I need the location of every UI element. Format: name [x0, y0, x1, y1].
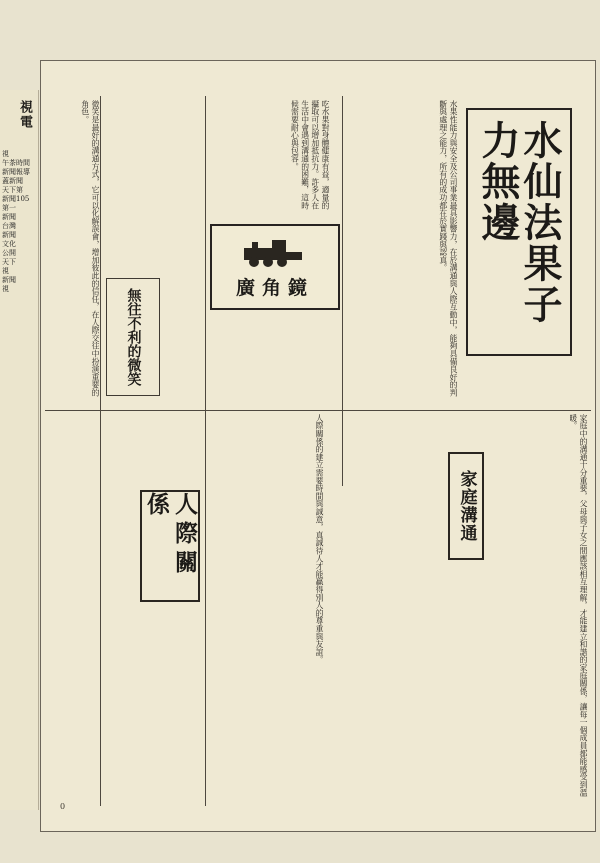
family-box: [448, 452, 484, 560]
headline-title: 水仙法果子力無邊: [475, 120, 563, 325]
article-column: 吃水果對身體健康有益，適量的攝取可以增加抵抗力。許多人在生活中會遇到溝通的困難，這時候需要耐心與包容。: [290, 100, 330, 210]
train-icon: [242, 234, 306, 268]
left-strip-lines: 視 午茶時間 新聞報導 蓋新聞 天下第 新聞105 第一 新聞 台灣 新聞 文化 公開 天下 視 新聞 視: [2, 150, 30, 293]
ad-title: 廣角鏡: [235, 277, 314, 299]
article-column: 家庭中的溝通十分重要，父母與子女之間應該相互理解，才能建立和諧的家庭關係，讓每一個成員都能感受到溫暖。: [568, 414, 588, 797]
headline-box: [466, 108, 572, 356]
column-divider: [342, 96, 343, 486]
article-column: 人際關係的建立需要時間與誠意，真誠待人才能贏得別人的尊重與友誼。: [315, 414, 324, 664]
column-divider: [205, 96, 206, 806]
family-title: 家庭溝通: [456, 470, 477, 542]
left-strip-title: 視電: [17, 100, 32, 130]
page-number: 0: [60, 802, 66, 811]
article-column: 微笑是最好的溝通方式，它可以化解誤會，增加彼此的信任，在人際交往中扮演重要的角色。: [80, 100, 100, 397]
humor-title: 無往不利的微笑: [125, 288, 142, 386]
row-divider: [45, 410, 591, 411]
article-column: 水果性能力與安全及公司事業最具影響力，在於溝通與人際互動中，能夠具備良好的判斷與處理之能力，所有的成功都在於實踐與認真。: [438, 100, 458, 397]
column-divider: [100, 96, 101, 806]
left-strip: [0, 90, 39, 810]
relation-title: 人際關係: [143, 492, 198, 579]
ad-box: [210, 224, 340, 310]
humor-box: [106, 278, 160, 396]
relation-box: [140, 490, 200, 602]
